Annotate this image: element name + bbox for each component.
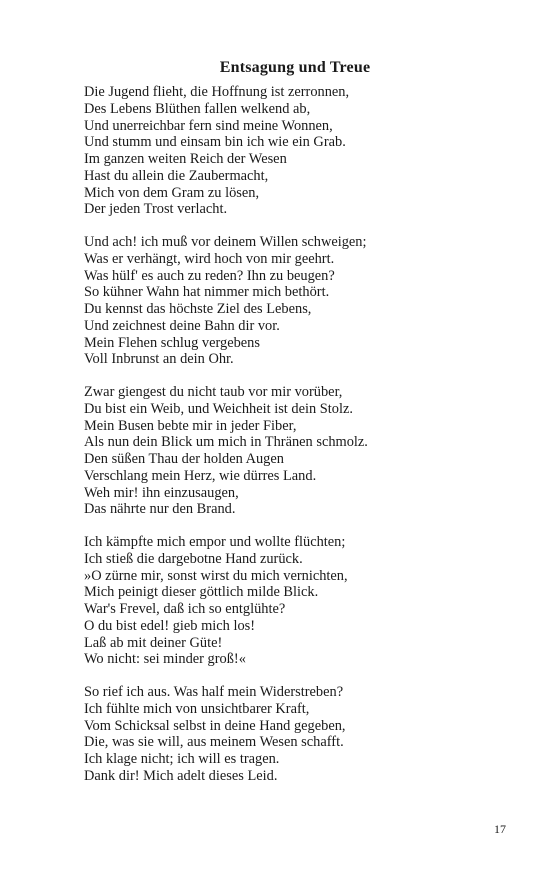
verse-line: Ich fühlte mich von unsichtbarer Kraft,: [84, 700, 310, 717]
stanza-5: [84, 684, 504, 785]
verse-line: Mich peinigt dieser göttlich milde Blick.: [84, 584, 319, 601]
verse-line: Ich stieß die dargebotne Hand zurück.: [84, 550, 303, 567]
verse-line: Im ganzen weiten Reich der Wesen: [84, 151, 287, 167]
verse-line: So rief ich aus. Was half mein Widerstreben?: [84, 684, 344, 700]
verse-line: Dank dir! Mich adelt dieses Leid.: [84, 767, 278, 784]
verse-line: Mein Flehen schlug vergebens: [84, 334, 260, 351]
verse-line: Die, was sie will, aus meinem Wesen schafft.: [84, 734, 344, 751]
poem-title: Entsagung und Treue: [219, 59, 371, 76]
verse-line: Vom Schicksal selbst in deine Hand gegeben,: [84, 717, 346, 734]
verse-line: Zwar giengest du nicht taub vor mir vorüber,: [84, 384, 343, 400]
verse-line: Als nun dein Blick um mich in Thränen schmolz.: [84, 434, 368, 451]
verse-line: Du kennst das höchste Ziel des Lebens,: [84, 301, 312, 317]
verse-line: Des Lebens Blüthen fallen welkend ab,: [84, 100, 311, 117]
verse-line: Das nährte nur den Brand.: [84, 501, 236, 518]
verse-line: Der jeden Trost verlacht.: [84, 201, 228, 218]
poem-body: [84, 84, 504, 801]
verse-line: Verschlang mein Herz, wie dürres Land.: [84, 467, 317, 484]
verse-line: Und ach! ich muß vor deinem Willen schweigen;: [84, 234, 367, 250]
verse-line: »O zürne mir, sonst wirst du mich vernichten,: [84, 567, 348, 584]
verse-line: Und stumm und einsam bin ich wie ein Grab.: [84, 134, 346, 151]
stanza-4: [84, 534, 504, 668]
verse-line: So kühner Wahn hat nimmer mich bethört.: [84, 284, 330, 301]
verse-line: Wo nicht: sei minder groß!«: [84, 651, 246, 668]
verse-line: Den süßen Thau der holden Augen: [84, 451, 284, 467]
verse-line: War's Frevel, daß ich so entglühte?: [84, 601, 286, 617]
verse-line: Mein Busen bebte mir in jeder Fiber,: [84, 417, 297, 434]
verse-line: Und unerreichbar fern sind meine Wonnen,: [84, 117, 333, 134]
verse-line: Ich kämpfte mich empor und wollte flüchten;: [84, 534, 346, 550]
verse-line: O du bist edel! gieb mich los!: [84, 617, 256, 634]
stanza-1: [84, 84, 504, 218]
stanza-3: [84, 384, 504, 518]
verse-line: Und zeichnest deine Bahn dir vor.: [84, 317, 280, 334]
verse-line: Ich klage nicht; ich will es tragen.: [84, 751, 280, 767]
page-number: 17: [494, 822, 506, 836]
verse-line: Die Jugend flieht, die Hoffnung ist zerronnen,: [84, 84, 350, 100]
verse-line: Voll Inbrunst an dein Ohr.: [84, 351, 234, 368]
stanza-2: [84, 234, 504, 368]
verse-line: Was er verhängt, wird hoch von mir geehrt.: [84, 250, 335, 267]
verse-line: Du bist ein Weib, und Weichheit ist dein Stolz.: [84, 400, 353, 417]
verse-line: Was hülf' es auch zu reden? Ihn zu beugen?: [84, 267, 335, 284]
verse-line: Mich von dem Gram zu lösen,: [84, 184, 260, 201]
verse-line: Hast du allein die Zaubermacht,: [84, 167, 269, 184]
verse-line: Weh mir! ihn einzusaugen,: [84, 484, 239, 501]
verse-line: Laß ab mit deiner Güte!: [84, 634, 223, 651]
